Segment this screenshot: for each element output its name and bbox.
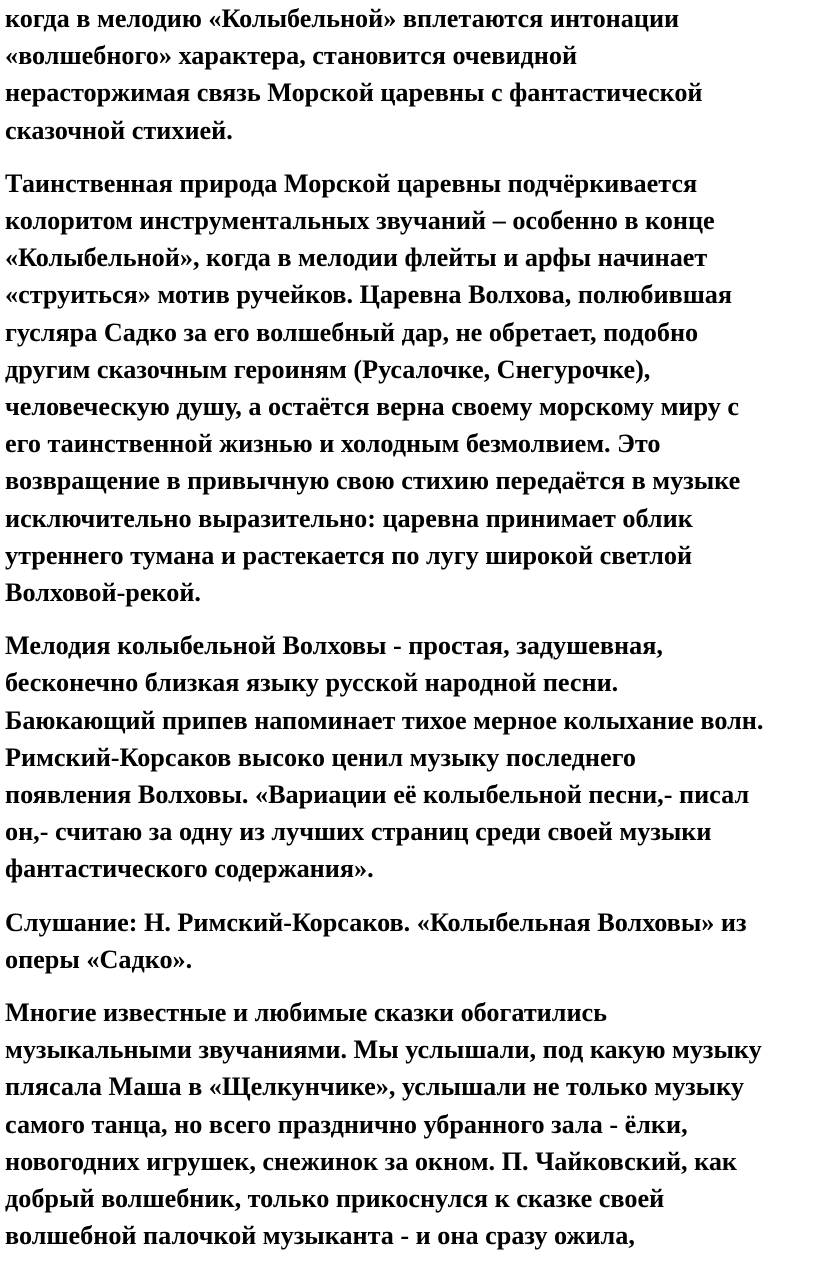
text-line: новогодних игрушек, снежинок за окном. П. Чайковский, как <box>5 1146 737 1176</box>
text-line: сказочной стихией. <box>5 115 233 145</box>
text-line: исключительно выразительно: царевна принимает облик <box>5 503 693 533</box>
text-line: гусляра Садко за его волшебный дар, не обретает, подобно <box>5 317 699 347</box>
text-line: самого танца, но всего празднично убранного зала - ёлки, <box>5 1109 688 1139</box>
paragraph-3 <box>5 627 810 887</box>
text-line: человеческую душу, а остаётся верна своему морскому миру с <box>5 392 739 422</box>
text-line: он,- считаю за одну из лучших страниц среди своей музыки <box>5 817 712 847</box>
text-line: бесконечно близкая языку русской народной песни. <box>5 668 619 698</box>
text-line: когда в мелодию «Колыбельной» вплетаются интонации <box>5 4 680 33</box>
text-line: Таинственная природа Морской царевны подчёркивается <box>5 168 698 198</box>
text-line: появления Волховы. «Вариации её колыбельной песни,- писал <box>5 780 750 810</box>
text-line: фантастического содержания». <box>5 854 374 884</box>
text-line: возвращение в привычную свою стихию передаётся в музыке <box>5 466 741 496</box>
text-line: другим сказочным героиням (Русалочке, Снегурочке), <box>5 354 651 384</box>
text-line: Баюкающий припев напоминает тихое мерное колыхание волн. <box>5 705 764 735</box>
text-line: добрый волшебник, только прикоснулся к сказке своей <box>5 1184 665 1214</box>
paragraph-5 <box>5 994 810 1254</box>
paragraph-4 <box>5 904 810 978</box>
text-line: нерасторжимая связь Морской царевны с фантастической <box>5 78 703 108</box>
text-line: его таинственной жизнью и холодным безмолвием. Это <box>5 429 661 459</box>
text-line: «струиться» мотив ручейков. Царевна Волхова, полюбившая <box>5 280 733 310</box>
text-line: оперы «Садко». <box>5 944 193 974</box>
text-line: волшебной палочкой музыканта - и она сразу ожила, <box>5 1221 635 1251</box>
text-line: музыкальными звучаниями. Мы услышали, под какую музыку <box>5 1035 762 1065</box>
text-line: утреннего тумана и растекается по лугу широкой светлой <box>5 540 693 570</box>
text-line: колоритом инструментальных звучаний – особенно в конце <box>5 206 715 236</box>
text-line: «волшебного» характера, становится очевидной <box>5 41 578 71</box>
text-line: «Колыбельной», когда в мелодии флейты и арфы начинает <box>5 243 708 273</box>
text-line: Волховой-рекой. <box>5 578 201 608</box>
text-line: Мелодия колыбельной Волховы - простая, задушевная, <box>5 631 663 661</box>
text-line: Римский-Корсаков высоко ценил музыку последнего <box>5 742 636 772</box>
text-line: Слушание: Н. Римский-Корсаков. «Колыбельная Волховы» из <box>5 907 747 937</box>
text-line: Многие известные и любимые сказки обогатились <box>5 998 608 1028</box>
paragraph-1 <box>5 0 810 149</box>
text-line: плясала Маша в «Щелкунчике», услышали не только музыку <box>5 1072 744 1102</box>
paragraph-2 <box>5 165 810 611</box>
